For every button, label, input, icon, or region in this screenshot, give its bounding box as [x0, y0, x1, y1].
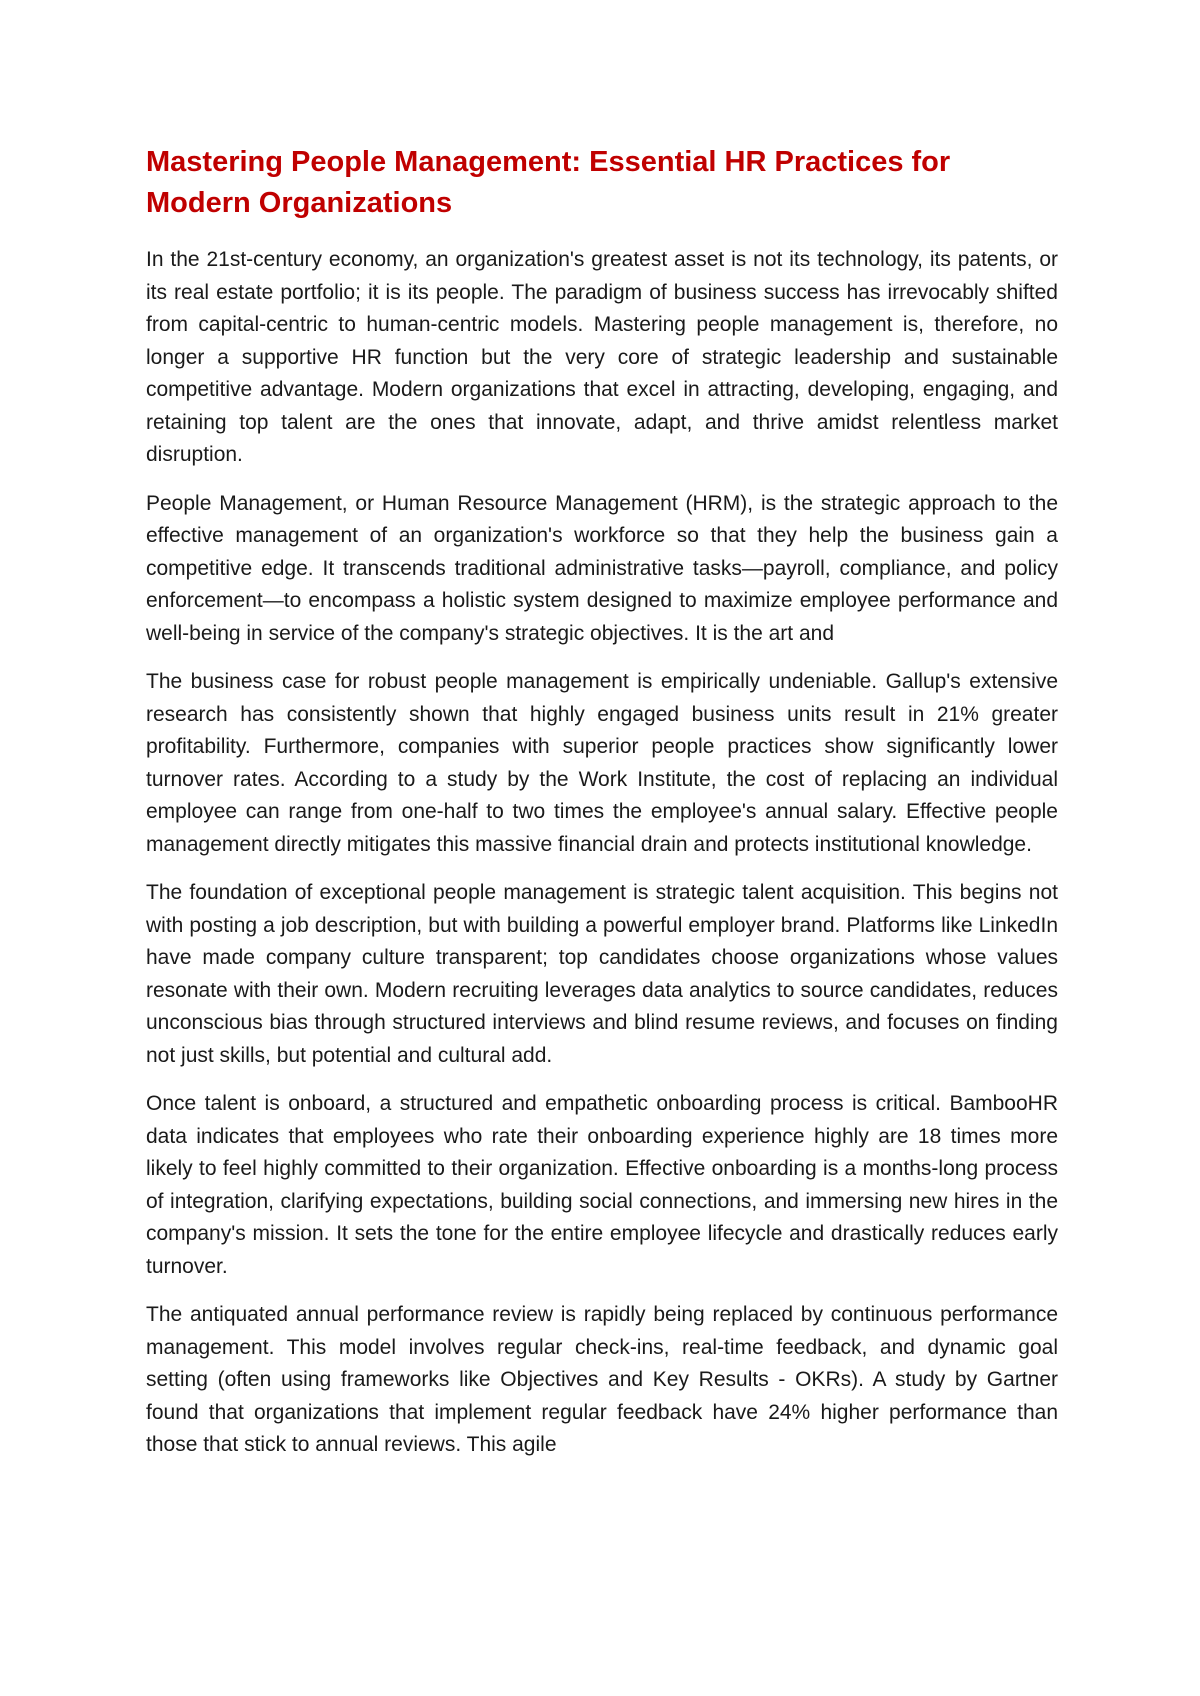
paragraph-talent-acquisition: The foundation of exceptional people management is strategic talent acquisition. This begins not with posting a job description, but with building a powerful employer brand. Platforms like LinkedIn have made company culture transparent; top candidates choose organizations whose values resonate with their own. Modern recruiting leverages data analytics to source candidates, reduces unconscious bias through structured interviews and blind resume reviews, and focuses on finding not just skills, but potential and cultural add.: [146, 881, 1058, 1067]
paragraph-definition: People Management, or Human Resource Management (HRM), is the strategic approach to the effective management of an organization's workforce so that they help the business gain a competitive edge. It transcends traditional administrative tasks—payroll, compliance, and policy enforcement—to encompass a holistic system designed to maximize employee performance and well-being in service of the company's strategic objectives. It is the art and: [146, 491, 1058, 645]
paragraph-performance-management: The antiquated annual performance review is rapidly being replaced by continuous performance management. This model involves regular check-ins, real-time feedback, and dynamic goal setting (often using frameworks like Objectives and Key Results - OKRs). A study by Gartner found that organizations that implement regular feedback have 24% higher performance than those that stick to annual reviews. This agile: [146, 1303, 1058, 1456]
paragraph-business-case: The business case for robust people management is empirically undeniable. Gallup's extensive research has consistently shown that highly engaged business units result in 21% greater profitability. Furthermore, companies with superior people practices show significantly lower turnover rates. According to a study by the Work Institute, the cost of replacing an individual employee can range from one-half to two times the employee's annual salary. Effective people management directly mitigates this massive financial drain and protects institutional knowledge.: [146, 670, 1058, 856]
document-title: Mastering People Management: Essential HR Practices for Modern Organizations: [146, 146, 951, 219]
paragraph-onboarding: Once talent is onboard, a structured and empathetic onboarding process is critical. BambooHR data indicates that employees who rate their onboarding experience highly are 18 times more likely to feel highly committed to their organization. Effective onboarding is a months-long process of integration, clarifying expectations, building social connections, and immersing new hires in the company's mission. It sets the tone for the entire employee lifecycle and drastically reduces early turnover.: [146, 1092, 1058, 1278]
document-body: [146, 142, 1058, 1462]
paragraph-intro: In the 21st-century economy, an organization's greatest asset is not its technology, its patents, or its real estate portfolio; it is its people. The paradigm of business success has irrevocably shifted from capital-centric to human-centric models. Mastering people management is, therefore, no longer a supportive HR function but the very core of strategic leadership and sustainable competitive advantage. Modern organizations that excel in attracting, developing, engaging, and retaining top talent are the ones that innovate, adapt, and thrive amidst relentless market disruption.: [146, 248, 1058, 466]
